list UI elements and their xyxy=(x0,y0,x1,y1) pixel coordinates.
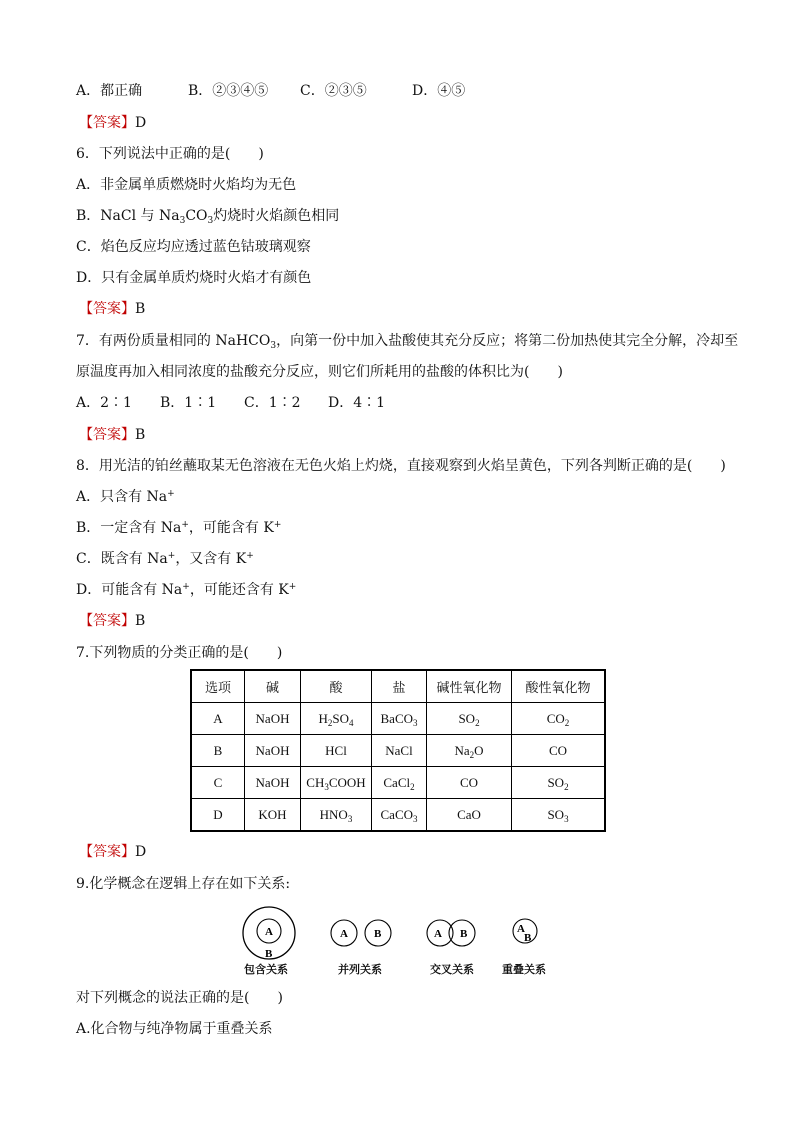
table-header-cell: 酸 xyxy=(301,670,372,703)
label-b: B xyxy=(460,928,468,940)
q5-answer xyxy=(79,113,146,133)
q8-answer xyxy=(79,611,145,631)
table-header-cell: 碱性氧化物 xyxy=(427,670,512,703)
table-cell: HCl xyxy=(301,735,372,767)
q8-option-c: C．既含有 Na+，又含有 K+ xyxy=(76,551,254,567)
q8-stem: 8．用光洁的铂丝蘸取某无色溶液在无色火焰上灼烧，直接观察到火焰呈黄色，下列各判断正确的是( ) xyxy=(76,458,726,474)
answer-value: B xyxy=(135,613,146,629)
label-a: A xyxy=(434,928,442,940)
table-row xyxy=(191,767,605,799)
answer-label: 【答案】 xyxy=(79,844,135,860)
table-cell: CO xyxy=(512,735,606,767)
table-cell: KOH xyxy=(245,799,301,832)
q5-option-a: A．都正确 xyxy=(76,83,143,99)
table-header-cell: 碱 xyxy=(245,670,301,703)
table-row xyxy=(191,735,605,767)
answer-label: 【答案】 xyxy=(79,301,135,317)
table-cell: $SO_2$ xyxy=(512,767,606,799)
parallel-diagram xyxy=(331,920,391,946)
table-cell: CaCl$_2$ xyxy=(372,767,427,799)
classification-table xyxy=(190,669,606,832)
q6-answer xyxy=(79,299,145,319)
table-header-cell: 盐 xyxy=(372,670,427,703)
parallel-label: 并列关系 xyxy=(338,963,382,976)
q8-option-b: B．一定含有 Na+，可能含有 K+ xyxy=(76,520,282,536)
q8-option-d: D．可能含有 Na+，可能还含有 K+ xyxy=(76,582,297,598)
q6-option-c: C．焰色反应均应透过蓝色钴玻璃观察 xyxy=(76,239,311,255)
q9-stem: 9.化学概念在逻辑上存在如下关系: xyxy=(76,876,291,892)
q6-option-b: B．NaCl 与 $Na_3CO_3$灼烧时火焰颜色相同 xyxy=(76,208,340,226)
q7a-option-d: D．4∶1 xyxy=(328,395,386,411)
label-b: B xyxy=(374,928,382,940)
answer-value: D xyxy=(135,844,147,860)
answer-value: B xyxy=(135,427,146,443)
q7a-answer xyxy=(79,425,145,445)
table-cell: B xyxy=(191,735,245,767)
intersection-diagram xyxy=(427,920,475,946)
q7a-option-c: C．1∶2 xyxy=(244,395,301,411)
table-cell: $SO_3$ xyxy=(512,799,606,832)
q6-option-a: A．非金属单质燃烧时火焰均为无色 xyxy=(76,177,297,193)
table-cell: BaCO$_3$ xyxy=(372,703,427,735)
answer-value: B xyxy=(135,301,146,317)
table-cell: NaOH xyxy=(245,767,301,799)
table-cell: NaOH xyxy=(245,703,301,735)
table-cell: NaCl xyxy=(372,735,427,767)
overlap-label: 重叠关系 xyxy=(502,963,546,976)
table-cell: CO xyxy=(427,767,512,799)
label-b: B xyxy=(265,948,273,960)
q9-ask: 对下列概念的说法正确的是( ) xyxy=(76,990,283,1006)
table-cell: $SO_2$ xyxy=(427,703,512,735)
q7a-option-b: B．1∶1 xyxy=(160,395,217,411)
table-cell: $CO_2$ xyxy=(512,703,606,735)
q5-options xyxy=(76,81,465,101)
table-cell: $CH_3COOH$ xyxy=(301,767,372,799)
table-cell: D xyxy=(191,799,245,832)
q5-option-c: C．②③⑤ xyxy=(300,83,367,99)
q6-stem: 6．下列说法中正确的是( ) xyxy=(76,146,264,162)
table-cell: C xyxy=(191,767,245,799)
overlap-diagram xyxy=(513,919,537,944)
label-b: B xyxy=(524,932,532,944)
relation-circles xyxy=(238,905,568,961)
inclusion-label: 包含关系 xyxy=(244,963,288,976)
q7a-options xyxy=(76,393,385,413)
q5-option-d: D．④⑤ xyxy=(412,83,466,99)
q5-option-b: B．②③④⑤ xyxy=(188,83,269,99)
table-cell: CaCO$_3$ xyxy=(372,799,427,832)
inclusion-diagram xyxy=(243,907,295,960)
q7a-stem-line2: 原温度再加入相同浓度的盐酸充分反应，则它们所耗用的盐酸的体积比为( ) xyxy=(76,364,563,380)
label-a: A xyxy=(340,928,348,940)
q9-option-a: A.化合物与纯净物属于重叠关系 xyxy=(76,1021,273,1037)
q6-option-d: D．只有金属单质灼烧时火焰才有颜色 xyxy=(76,270,312,286)
q7b-answer xyxy=(79,842,146,862)
label-a: A xyxy=(517,923,525,935)
table-cell: CaO xyxy=(427,799,512,832)
answer-value: D xyxy=(135,115,147,131)
intersection-label: 交叉关系 xyxy=(430,963,474,976)
table-cell: $HNO_3$ xyxy=(301,799,372,832)
answer-label: 【答案】 xyxy=(79,613,135,629)
table-cell: $H_2SO_4$ xyxy=(301,703,372,735)
q7a-option-a: A．2∶1 xyxy=(76,395,132,411)
table-row xyxy=(191,703,605,735)
table-row xyxy=(191,799,605,832)
table-cell: $Na_2O$ xyxy=(427,735,512,767)
answer-label: 【答案】 xyxy=(79,115,135,131)
answer-label: 【答案】 xyxy=(79,427,135,443)
table-cell: NaOH xyxy=(245,735,301,767)
q8-option-a: A．只含有 Na+ xyxy=(76,489,175,505)
logic-relation-diagram xyxy=(238,905,568,980)
q7a-stem-line1: 7．有两份质量相同的 NaHCO$_3$，向第一份中加入盐酸使其充分反应；将第二份加热使其完全分解，冷却至 xyxy=(76,333,739,351)
q7b-stem: 7.下列物质的分类正确的是( ) xyxy=(76,645,283,661)
label-a: A xyxy=(265,926,273,938)
table-cell: A xyxy=(191,703,245,735)
table-header-cell: 酸性氧化物 xyxy=(512,670,606,703)
table-header-row xyxy=(191,670,605,703)
table-header-cell: 选项 xyxy=(191,670,245,703)
